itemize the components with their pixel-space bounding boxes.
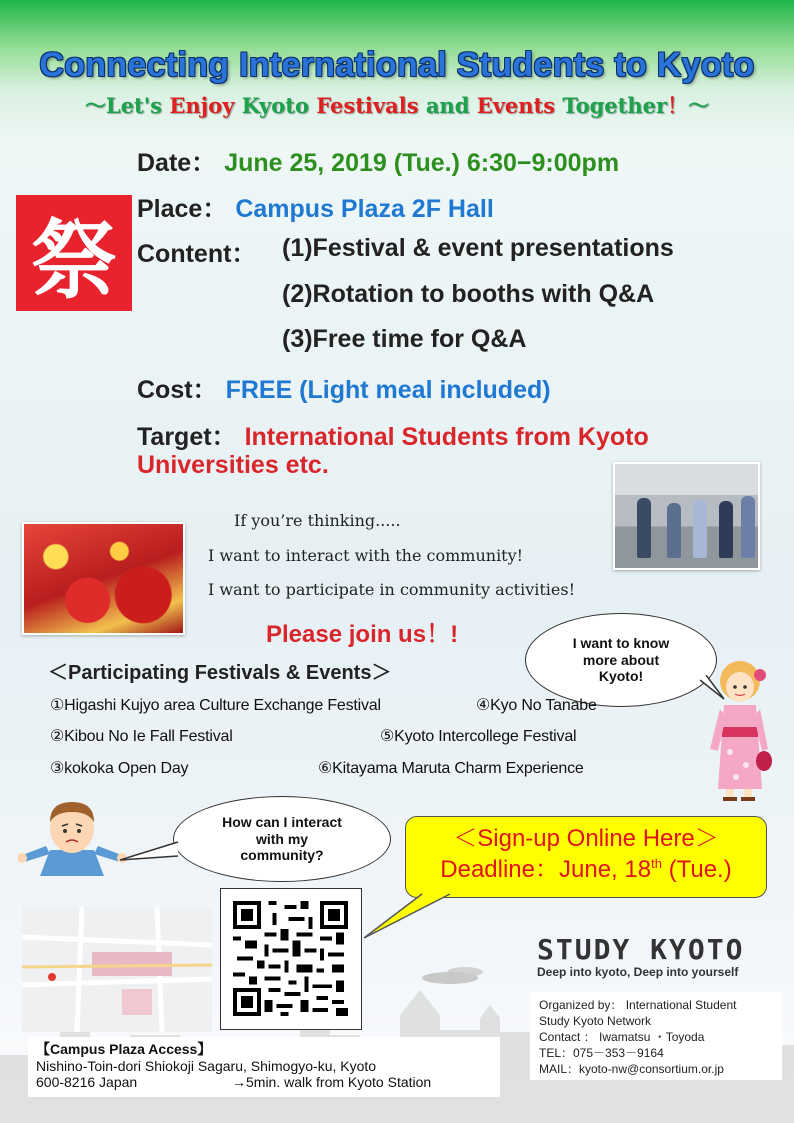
- subtitle-open: ～: [84, 93, 106, 118]
- place-row: [137, 189, 494, 225]
- campus-access-info: [28, 1037, 500, 1097]
- subtitle-excl: ！: [667, 93, 689, 118]
- subtitle-festivals: Festivals: [316, 93, 419, 118]
- organizer-tel: TEL：075－353－9164: [539, 1046, 664, 1060]
- signup-title: ＜Sign-up Online Here＞: [453, 825, 719, 852]
- confused-man-illustration: [18, 800, 126, 876]
- page-subtitle: [0, 90, 794, 120]
- join-call: Please join us！!: [266, 621, 459, 648]
- girl-speech-bubble: I want to know more about Kyoto!: [525, 613, 717, 707]
- subtitle-together: Together: [562, 93, 668, 118]
- interest-line-1: If you’re thinking.....: [234, 511, 401, 530]
- campus-plaza-map[interactable]: [22, 907, 212, 1032]
- deadline-day: (Tue.): [661, 856, 732, 884]
- access-postal: 600-8216 Japan: [36, 1074, 138, 1090]
- place-value: Campus Plaza 2F Hall: [235, 195, 494, 223]
- signup-qr-code[interactable]: [220, 888, 362, 1030]
- festival-kanji-mark: 祭: [16, 195, 132, 311]
- festivals-section-title: ＜Participating Festivals & Events＞: [48, 662, 392, 684]
- signup-online-box[interactable]: [405, 816, 767, 898]
- qr-code-graphic: [233, 901, 348, 1016]
- festival-item-6: ⑥Kitayama Maruta Charm Experience: [318, 760, 584, 777]
- target-value-2: Universities etc.: [137, 451, 329, 479]
- cost-label: Cost：: [137, 376, 218, 404]
- deadline-sup: th: [651, 856, 662, 872]
- subtitle-close: ～: [688, 93, 710, 118]
- festival-item-5: ⑤Kyoto Intercollege Festival: [380, 728, 577, 745]
- content-item-1: (1)Festival & event presentations: [282, 234, 674, 262]
- yukata-girl-illustration: [706, 657, 774, 803]
- man-speech-bubble: How can I interact with my community?: [173, 796, 391, 882]
- subtitle-and: and: [425, 93, 470, 118]
- deadline-text: Deadline：June, 18: [440, 856, 652, 884]
- festival-dancers-photo: [22, 522, 185, 635]
- man-bubble-tail: [118, 840, 180, 864]
- date-row: [137, 143, 619, 179]
- subtitle-kyoto: Kyoto: [241, 93, 309, 118]
- target-row: [137, 417, 649, 453]
- target-value-1: International Students from Kyoto: [244, 423, 649, 451]
- map-graphic: [22, 907, 212, 1032]
- target-label: Target：: [137, 423, 237, 451]
- date-value: June 25, 2019 (Tue.) 6:30−9:00pm: [224, 149, 620, 177]
- study-kyoto-tagline: Deep into kyoto, Deep into yourself: [537, 965, 739, 979]
- organizer-mail[interactable]: MAIL：kyoto-nw@consortium.or.jp: [539, 1062, 724, 1076]
- date-label: Date：: [137, 149, 217, 177]
- access-address: Nishino-Toin-dori Shiokoji Sagaru, Shimogyo-ku, Kyoto: [36, 1057, 377, 1074]
- festival-item-2: ②Kibou No Ie Fall Festival: [50, 728, 233, 745]
- festival-item-3: ③kokoka Open Day: [50, 760, 189, 777]
- yukata-women-photo: [613, 462, 760, 570]
- signup-deadline: [406, 854, 766, 885]
- interest-line-2: I want to interact with the community!: [208, 546, 524, 565]
- page-title: Connecting International Students to Kyoto: [39, 46, 755, 84]
- organizer-contact: Contact ： Iwamatsu ・Toyoda: [539, 1030, 705, 1044]
- content-item-2: (2)Rotation to booths with Q&A: [282, 280, 655, 308]
- cost-row: [137, 370, 551, 406]
- subtitle-events: Events: [476, 93, 556, 118]
- subtitle-enjoy: Enjoy: [169, 93, 235, 118]
- organizer-info: [530, 992, 782, 1080]
- festival-item-4: ④Kyo No Tanabe: [476, 697, 597, 714]
- organizer-line-2: Study Kyoto Network: [539, 1014, 652, 1028]
- place-label: Place：: [137, 195, 228, 223]
- content-item-3: (3)Free time for Q&A: [282, 325, 527, 353]
- signup-callout-tail: [360, 892, 452, 942]
- cost-value: FREE (Light meal included): [225, 376, 551, 404]
- festival-item-1: ①Higashi Kujyo area Culture Exchange Festival: [50, 697, 381, 714]
- study-kyoto-logo: STUDY KYOTO: [537, 933, 745, 966]
- access-postal-row: [36, 1074, 492, 1091]
- interest-line-3: I want to participate in community activities!: [208, 580, 576, 599]
- organizer-line-1: Organized by： International Student: [539, 998, 737, 1012]
- access-title: 【Campus Plaza Access】: [36, 1041, 212, 1057]
- subtitle-lets: Let's: [105, 93, 163, 118]
- access-walk: →5min. walk from Kyoto Station: [232, 1074, 432, 1090]
- content-label: Content：: [137, 240, 257, 268]
